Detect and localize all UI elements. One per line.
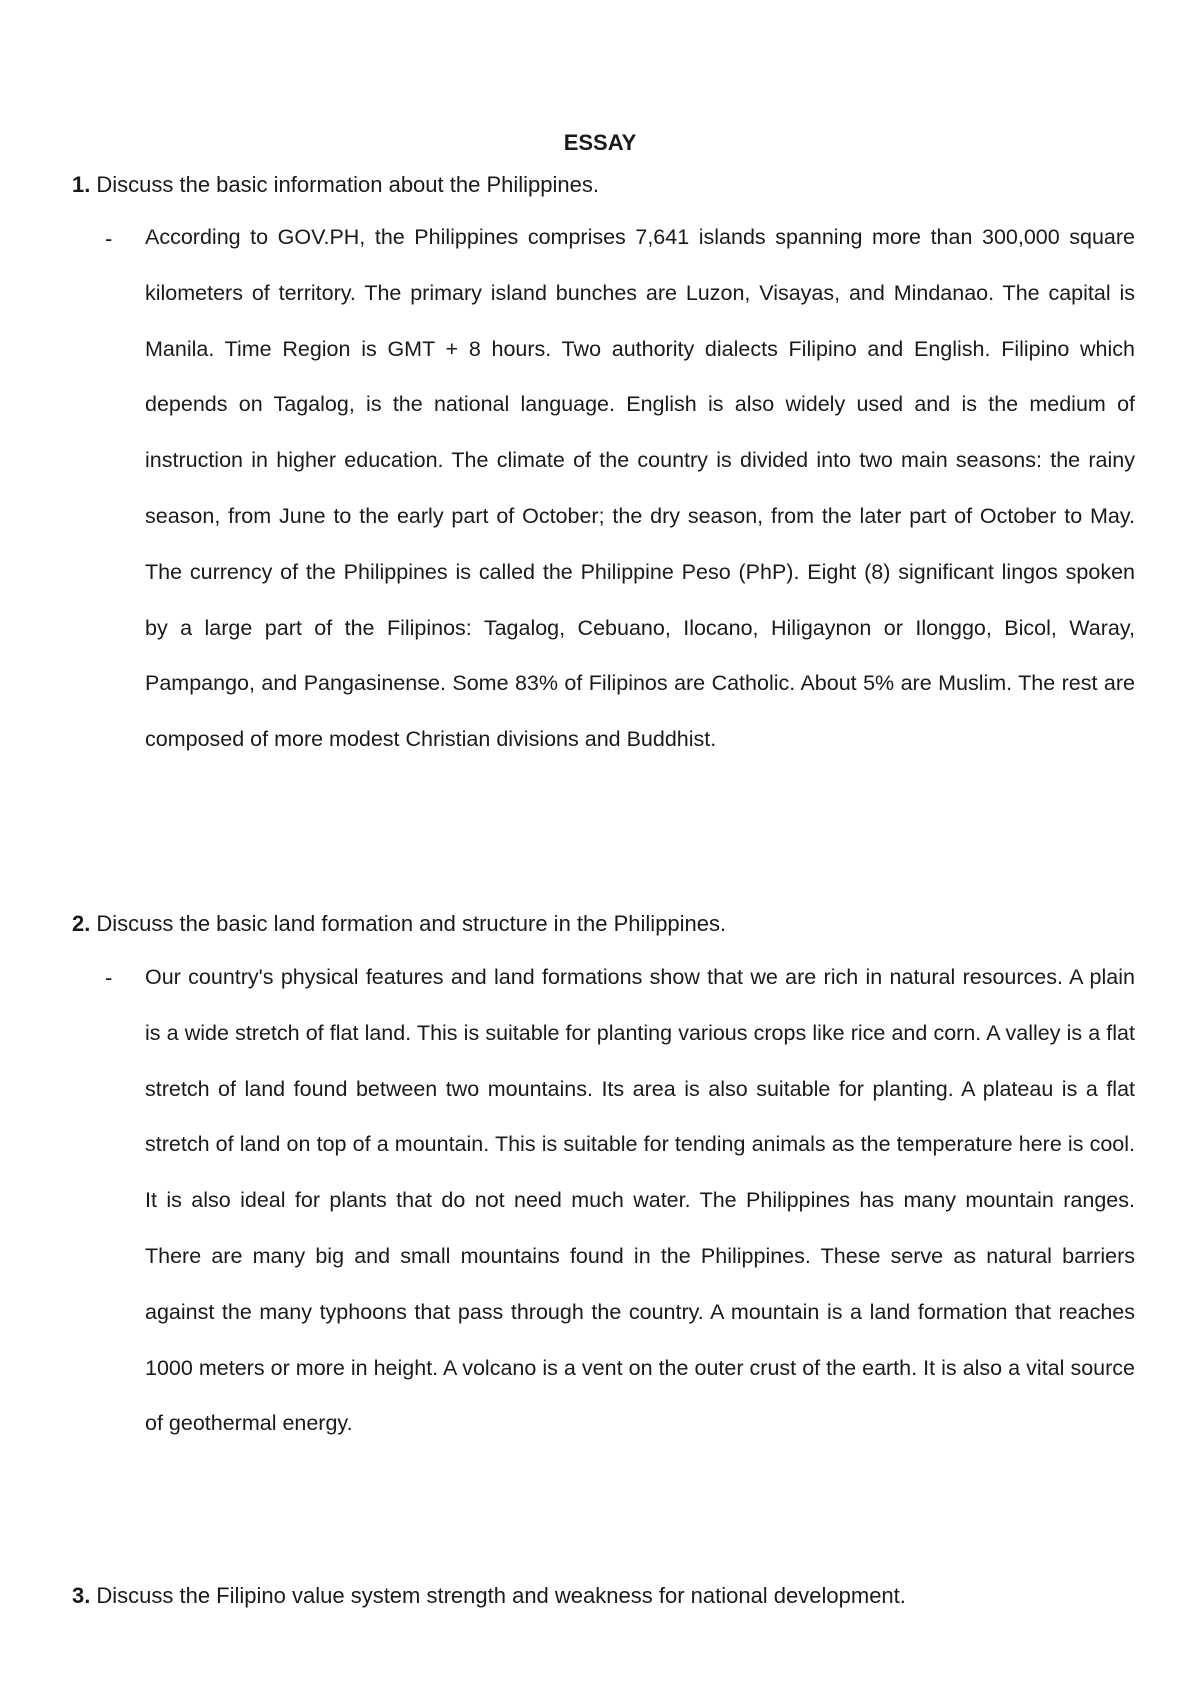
question-text: Discuss the Filipino value system strength and weakness for national development. xyxy=(96,1583,906,1608)
page-title: ESSAY xyxy=(563,130,637,155)
question-3 xyxy=(72,1582,906,1610)
answer-2: Our country's physical features and land formations show that we are rich in natural resources. A plain is a wide stretch of flat land. This is suitable for planting various crops like rice and corn. A valley is a flat stretch of land found between two mountains. Its area is also suitable for planting. A plateau is a flat stretch of land on top of a mountain. This is suitable for tending animals as the temperature here is cool. It is also ideal for plants that do not need much water. The Philippines has many mountain ranges. There are many big and small mountains found in the Philippines. These serve as natural barriers against the many typhoons that pass through the country. A mountain is a land formation that reaches 1000 meters or more in height. A volcano is a vent on the outer crust of the earth. It is also a vital source of geothermal energy. xyxy=(145,965,1135,1436)
question-number: 3. xyxy=(72,1583,91,1608)
answer-bullet: - xyxy=(105,965,113,990)
question-1 xyxy=(72,171,599,199)
question-number: 2. xyxy=(72,911,91,936)
question-2 xyxy=(72,910,726,938)
question-text: Discuss the basic land formation and structure in the Philippines. xyxy=(96,911,727,936)
answer-bullet: - xyxy=(105,226,113,251)
question-text: Discuss the basic information about the Philippines. xyxy=(96,172,599,197)
answer-1: According to GOV.PH, the Philippines comprises 7,641 islands spanning more than 300,000 square kilometers of territory. The primary island bunches are Luzon, Visayas, and Mindanao. The capital is Manila. Time Region is GMT + 8 hours. Two authority dialects Filipino and English. Filipino which depends on Tagalog, is the national language. English is also widely used and is the medium of instruction in higher education. The climate of the country is divided into two main seasons: the rainy season, from June to the early part of October; the dry season, from the later part of October to May. The currency of the Philippines is called the Philippine Peso (PhP). Eight (8) significant lingos spoken by a large part of the Filipinos: Tagalog, Cebuano, Ilocano, Hiligaynon or Ilonggo, Bicol, Waray, Pampango, and Pangasinense. Some 83% of Filipinos are Catholic. About 5% are Muslim. The rest are composed of more modest Christian divisions and Buddhist. xyxy=(145,225,1135,752)
question-number: 1. xyxy=(72,172,91,197)
